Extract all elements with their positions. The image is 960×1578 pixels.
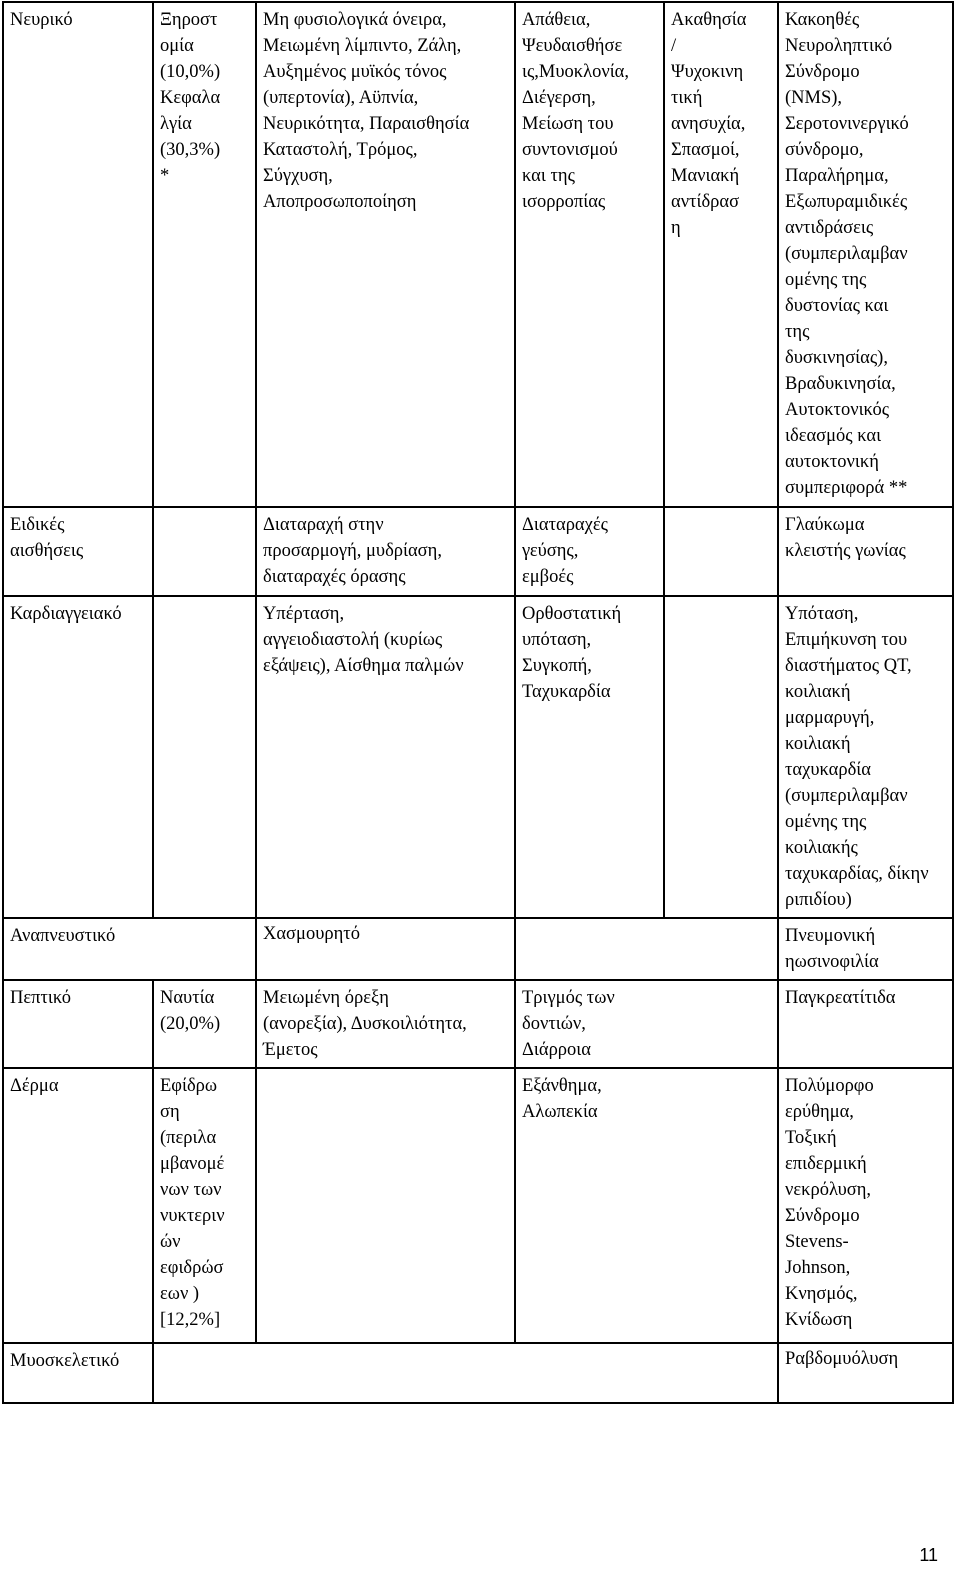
uncommon-text: Απάθεια, Ψευδαισθήσε ις,Μυοκλονία, Διέγερση, Μείωση του συντονισμού και της ισορροπίας (522, 10, 629, 212)
table-row (3, 507, 953, 596)
unknown-frequency-text: Παγκρεατίτιδα (785, 988, 896, 1008)
uncommon-cell (515, 507, 664, 596)
very-common-text: Ξηροστ ομία (10,0%) Κεφαλα λγία (30,3%) * (160, 10, 221, 186)
common-cell (256, 980, 515, 1068)
system-text: Δέρμα (10, 1076, 59, 1096)
table-row (3, 596, 953, 918)
unknown-frequency-cell (778, 980, 953, 1068)
unknown-frequency-text: Πολύμορφο ερύθημα, Τοξική επιδερμική νεκρόλυση, Σύνδρομο Stevens- Johnson, Κνησμός, Κνίδωση (785, 1076, 874, 1330)
unknown-frequency-text: Γλαύκωμα κλειστής γωνίας (785, 515, 906, 561)
very-common-cell (153, 980, 256, 1068)
unknown-frequency-text: Κακοηθές Νευροληπτικό Σύνδρομο (NMS), Σεροτονινεργικό σύνδρομο, Παραλήρημα, Εξωπυραμιδικές αντιδράσεις (συμπεριλαμβαν ομένης της δυστονίας και της δυσκινησίας), Βραδυκινησία, Αυτοκτονικός ιδεασμός και αυτοκτονική συμπεριφορά ** (785, 10, 909, 498)
very-common-cell (153, 596, 256, 918)
table-row (3, 1068, 953, 1343)
system-text: Πεπτικό (10, 988, 72, 1008)
common-text: Διαταραχή στην προσαρμογή, μυδρίαση, διαταραχές όρασης (263, 515, 442, 587)
uncommon-cell (515, 1068, 778, 1343)
system-cell (3, 596, 153, 918)
rare-text: Ακαθησία / Ψυχοκινη τική ανησυχία, Σπασμοί, Μανιακή αντίδρασ η (671, 10, 747, 238)
unknown-frequency-text: Υπόταση, Επιμήκυνση του διαστήματος QT, κοιλιακή μαρμαρυγή, κοιλιακή ταχυκαρδία (συμπεριλαμβαν ομένης της κοιλιακής ταχυκαρδίας, δίκην ριπιδίου) (785, 604, 929, 910)
system-text: Νευρικό (10, 10, 73, 30)
uncommon-cell (515, 918, 778, 980)
system-cell (3, 918, 256, 980)
system-text: Καρδιαγγειακό (10, 604, 122, 624)
unknown-frequency-cell (778, 1068, 953, 1343)
common-cell (256, 918, 515, 980)
rare-cell (664, 596, 778, 918)
common-text: Μειωμένη όρεξη (ανορεξία), Δυσκοιλιότητα, Έμετος (263, 988, 467, 1060)
very-common-text: Εφίδρω ση (περιλα μβανομέ νων των νυκτεριν ών εφιδρώσ εων ) [12,2%] (160, 1076, 225, 1330)
table-row (3, 1343, 953, 1403)
system-text: Ειδικές αισθήσεις (10, 515, 84, 561)
empty-cell (153, 1343, 778, 1403)
uncommon-text: Διαταραχές γεύσης, εμβοές (522, 515, 608, 587)
uncommon-cell (515, 2, 664, 507)
table-row (3, 980, 953, 1068)
adverse-reactions-table (2, 1, 954, 1404)
uncommon-text: Ορθοστατική υπόταση, Συγκοπή, Ταχυκαρδία (522, 604, 622, 702)
common-text: Μη φυσιολογικά όνειρα, Μειωμένη λίμπιντο, Ζάλη, Αυξημένος μυϊκός τόνος (υπερτονία), Αϋπνία, Νευρικότητα, Παραισθησία Καταστολή, Τρόμος, Σύγχυση, Αποπροσωποποίηση (263, 10, 470, 212)
common-text: Υπέρταση, αγγειοδιαστολή (κυρίως εξάψεις), Αίσθημα παλμών (263, 604, 464, 676)
common-text: Χασμουρητό (263, 924, 360, 944)
common-cell (256, 507, 515, 596)
unknown-frequency-cell (778, 1343, 953, 1403)
unknown-frequency-cell (778, 2, 953, 507)
system-text: Αναπνευστικό (10, 926, 116, 946)
unknown-frequency-cell (778, 918, 953, 980)
system-cell (3, 980, 153, 1068)
page-number: 11 (919, 1545, 938, 1565)
uncommon-text: Τριγμός των δοντιών, Διάρροια (522, 988, 615, 1060)
unknown-frequency-text: Πνευμονική ηωσινοφιλία (785, 926, 879, 972)
very-common-cell (153, 1068, 256, 1343)
very-common-cell (153, 2, 256, 507)
common-cell (256, 1068, 515, 1343)
system-cell (3, 1343, 153, 1403)
uncommon-text: Εξάνθημα, Αλωπεκία (522, 1076, 602, 1122)
unknown-frequency-cell (778, 507, 953, 596)
system-text: Μυοσκελετικό (10, 1351, 120, 1371)
table-row (3, 918, 953, 980)
unknown-frequency-cell (778, 596, 953, 918)
system-cell (3, 2, 153, 507)
unknown-frequency-text: Ραβδομυόλυση (785, 1349, 899, 1369)
rare-cell (664, 507, 778, 596)
very-common-text: Ναυτία (20,0%) (160, 988, 221, 1034)
uncommon-cell (515, 596, 664, 918)
table-row (3, 2, 953, 507)
very-common-cell (153, 507, 256, 596)
system-cell (3, 507, 153, 596)
system-cell (3, 1068, 153, 1343)
uncommon-cell (515, 980, 778, 1068)
common-cell (256, 2, 515, 507)
common-cell (256, 596, 515, 918)
rare-cell (664, 2, 778, 507)
